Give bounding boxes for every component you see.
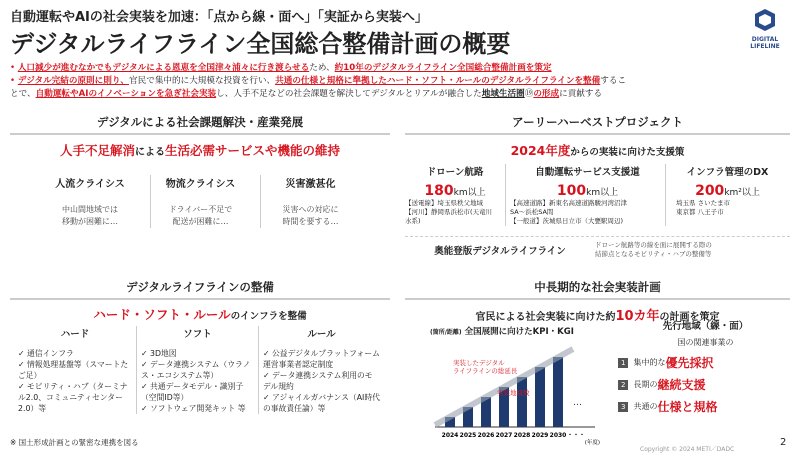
page-title: デジタルライフライン全国総合整備計画の概要 [10, 30, 511, 58]
chart-bar [517, 377, 527, 427]
lifeline-columns [18, 326, 390, 414]
logo [740, 8, 790, 50]
logo-icon [753, 8, 777, 32]
copyright: Copyright © 2024 METI／DADC [640, 446, 735, 453]
chart-bar [535, 367, 545, 427]
early-harvest-lead: 2024年度からの実装に向けた支援策 [510, 143, 685, 158]
side-item-1: 1 集中的な 優先採択 [618, 354, 793, 371]
side-panel [618, 318, 793, 415]
harvest-drone: ドローン航路 180km以上 【送電線】埼玉県秩父地域 【河川】静岡県浜松市(天竜川 水系) [405, 167, 493, 225]
plan-heading: 中長期的な社会実装計画 [405, 279, 790, 300]
lifeline-lead: ハード・ソフト・ルールのインフラを整備 [93, 307, 307, 322]
bullet-1: • 人口減少が進むなかでもデジタルによる恩恵を全国津々浦々に行き渡らせるため、約10年のデジタルライフライン全国総合整備計画を策定 [10, 63, 552, 73]
noto-text: ドローン航路等の線を面に展開する際の 結節点となるモビリティ・ハブの整備等 [595, 241, 712, 258]
footnote: ※ 国土形成計画との緊密な連携を図る [10, 438, 139, 447]
chart-bar [553, 357, 563, 427]
crisis-logistics: 物流クライシス ドライバー不足で 配送が困難に… [150, 175, 250, 228]
chart-tick-label: 2024 [441, 432, 459, 439]
chart-tick-label: 2027 [495, 432, 513, 439]
social-issues-heading: デジタルによる社会課題解決・産業発展 [10, 114, 390, 135]
chart-annotation-total-2: ライフラインの総延長 [453, 367, 518, 375]
side-sub: 国の関連事業の [677, 338, 734, 347]
crisis-disaster: 災害激甚化 災害への対応に 時間を要する… [260, 175, 360, 228]
side-item-2: 2 長期の 継続支援 [618, 376, 793, 393]
early-harvest-heading: アーリーハーベストプロジェクト [405, 114, 790, 135]
chart-year-unit: (年度) [584, 440, 600, 445]
noto-title: 奥能登版デジタルライフライン [434, 246, 566, 257]
summary-bullets [10, 62, 790, 101]
harvest-columns [405, 164, 790, 226]
chart-ellipsis: … [573, 398, 582, 408]
kpi-chart [425, 335, 615, 445]
logo-text: DIGITAL LIFELINE [750, 36, 780, 50]
chart-tick-label: 2025 [459, 432, 477, 439]
chart-tick-label: 2030 [549, 432, 567, 439]
harvest-autodrive: 自動運転サービス支援道 100km以上 【高速道路】新東名高速道路駿河湾沼津 SA〜浜松SA間 【一般道】茨城県日立市（大甕駅周辺) [505, 164, 665, 226]
bullet-2-cont: とで、自動運転やAIのイノベーションを急ぎ社会実装し、人手不足などの社会課題を解決してデジタルとリアルが融合した地域生活圏⑲の形成に貢献する [10, 89, 603, 99]
plan-lead: 官民による社会実装に向けた約10カ年の計画を策定 [475, 309, 720, 324]
lifeline-soft: ソフト ✓ 3D地図 ✓ データ連携システム（ウラノス・エコシステム等） ✓ 共通データモデル・識別子（空間ID等） ✓ ソフトウェア開発キット 等 [136, 326, 258, 414]
page-number: 2 [780, 437, 787, 448]
kpi-chart-title: (箇所/距離) 全国展開に向けたKPI・KGI [430, 327, 574, 337]
lifeline-hard: ハード ✓ 通信インフラ ✓ 情報処理基盤等（スマートたご足） ✓ モビリティ・ハブ（ターミナル2.0、コミュニティセンター2.0）等 [18, 329, 129, 413]
noto-row [405, 236, 790, 259]
chart-tick-label: ・・・ [566, 432, 586, 439]
side-item-3: 3 共通の 仕様と規格 [618, 398, 793, 415]
harvest-infra-dx: インフラ管理のDX 200km²以上 埼玉県 さいたま市 東京都 八王子市 [665, 164, 785, 226]
lifeline-heading: デジタルライフラインの整備 [10, 279, 390, 300]
chart-tick-label: 2029 [531, 432, 549, 439]
chart-annotation-regions: 実装地域数 [497, 389, 530, 397]
chart-tick-label: 2026 [477, 432, 495, 439]
chart-tick-label: 2028 [513, 432, 531, 439]
side-title: 先行地域（線・面） [662, 321, 749, 332]
crisis-columns [40, 175, 360, 228]
bullet-2: • デジタル完結の原則に則り、官民で集中的に大規模な投資を行い、共通の仕様と規格に準拠したハード・ソフト・ルールのデジタルライフラインを整備するこ [10, 76, 627, 86]
chart-annotation-total: 実装したデジタル [453, 359, 505, 367]
lifeline-rule: ルール ✓ 公益デジタルプラットフォーム運営事業者認定制度 ✓ データ連携システム利用のモデル規約 ✓ アジャイルガバナンス（AI時代の事故責任論）等 [258, 326, 380, 414]
header-subtitle: 自動運転やAIの社会実装を加速：「点から線・面へ」「実証から実装へ」 [10, 10, 428, 25]
crisis-people: 人流クライシス 中山間地域では 移動が困難に… [55, 179, 125, 226]
social-issues-lead: 人手不足解消による生活必需サービスや機能の維持 [59, 143, 341, 158]
